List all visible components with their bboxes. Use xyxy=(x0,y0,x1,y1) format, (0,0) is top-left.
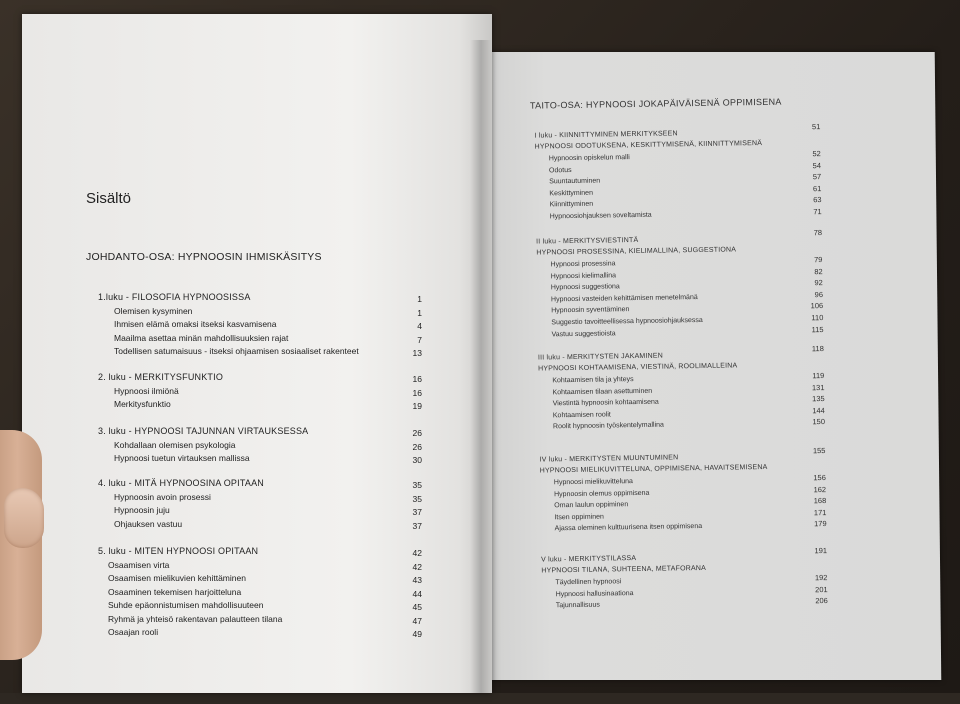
toc-entry: Keskittyminen xyxy=(549,189,593,198)
toc-entry: Todellisen satumaisuus - itseksi ohjaamisen sosiaaliset rakenteet xyxy=(114,346,359,356)
page-number: 45 xyxy=(412,602,422,612)
toc-entry: Itsen oppiminen xyxy=(554,513,604,522)
chapter-subtitle: HYPNOOSI KOHTAAMISENA, VIESTINÄ, ROOLIMALLEINA xyxy=(538,362,738,373)
toc-entry: Kiinnittyminen xyxy=(549,201,594,209)
chapter-title: I luku - KIINNITTYMINEN MERKITYKSEEN xyxy=(534,130,678,140)
section-title: TAITO-OSA: HYPNOOSI JOKAPÄIVÄISENÄ OPPIMISENA xyxy=(529,96,782,111)
page-number: 71 xyxy=(813,207,822,217)
toc-entry: Kohdallaan olemisen psykologia xyxy=(114,439,236,450)
toc-entry: Suggestio tavoitteellisessa hypnoosiohjauksessa xyxy=(551,316,703,327)
page-number: 57 xyxy=(812,172,822,182)
page-number: 191 xyxy=(814,546,828,556)
toc-entry: Suuntautuminen xyxy=(549,177,601,186)
toc-entry: Vastuu suggestioista xyxy=(551,329,616,338)
page-number: 155 xyxy=(812,446,826,456)
toc-entry: Hypnoosin opiskelun malli xyxy=(548,154,630,163)
chapter-title: IV luku - MERKITYSTEN MUUNTUMINEN xyxy=(539,454,679,464)
page-number: 35 xyxy=(412,480,422,490)
page-number: 201 xyxy=(815,584,828,594)
page-number: 118 xyxy=(811,344,824,354)
toc-entry: Suhde epäonnistumisen mahdollisuuteen xyxy=(108,600,264,610)
toc-entry: Odotus xyxy=(548,166,572,174)
page-number: 16 xyxy=(412,387,422,398)
toc-entry: Olemisen kysyminen xyxy=(114,305,193,316)
page-number: 115 xyxy=(811,324,824,334)
toc-entry: Ryhmä ja yhteisö rakentavan palautteen tilana xyxy=(108,613,283,624)
toc-entry: Hypnoosi ilmiönä xyxy=(114,385,179,396)
chapter-title: 5. luku - MITEN HYPNOOSI OPITAAN xyxy=(98,546,259,556)
page-number: 119 xyxy=(812,371,825,381)
page-number: 79 xyxy=(814,255,823,265)
toc-entry: Hypnoosi suggestiona xyxy=(550,283,620,292)
chapter-title: V luku - MERKITYSTILASSA xyxy=(541,555,637,564)
toc-entry: Ajassa oleminen kulttuurisena itsen oppimisena xyxy=(554,523,703,533)
toc-entry: Hypnoosi vasteiden kehittämisen menetelmänä xyxy=(550,293,698,304)
chapter-subtitle: HYPNOOSI ODOTUKSENA, KESKITTYMISENÄ, KIINNITTYMISENÄ xyxy=(534,139,763,151)
chapter-title: 2. luku - MERKITYSFUNKTIO xyxy=(98,372,224,382)
page-number: 19 xyxy=(412,401,422,411)
page-number: 171 xyxy=(813,507,827,518)
page-number: 110 xyxy=(811,313,824,323)
page-number: 106 xyxy=(810,301,824,311)
chapter-subtitle: HYPNOOSI TILANA, SUHTEENA, METAFORANA xyxy=(541,564,707,575)
toc-entry: Osaamisen mielikuvien kehittäminen xyxy=(108,573,246,583)
page-number: 49 xyxy=(412,629,422,639)
toc-entry: Osaaminen tekemisen harjoitteluna xyxy=(108,586,242,597)
chapter-title: III luku - MERKITYSTEN JAKAMINEN xyxy=(537,352,664,362)
toc-entry: Hypnoosi tuetun virtauksen mallissa xyxy=(114,453,250,463)
chapter-subtitle: HYPNOOSI MIELIKUVITTELUNA, OPPIMISENA, HAVAITSEMISENA xyxy=(539,463,768,475)
chapter-title: 4. luku - MITÄ HYPNOOSINA OPITAAN xyxy=(98,478,264,488)
page-number: 162 xyxy=(813,484,827,494)
page-number: 1 xyxy=(417,307,422,318)
toc-entry: Kohtaamisen roolit xyxy=(552,411,611,420)
toc-entry: Ihmisen elämä omaksi itseksi kasvamisena xyxy=(114,319,277,329)
page-number: 78 xyxy=(813,228,823,238)
page-number: 150 xyxy=(812,417,826,427)
page-number: 7 xyxy=(417,334,422,345)
toc-entry: Hypnoosiohjauksen soveltamista xyxy=(549,211,652,221)
toc-entry: Hypnoosi mielikuvitteluna xyxy=(553,478,633,487)
toc-entry: Osaamisen virta xyxy=(108,559,170,570)
page-number: 1 xyxy=(417,294,422,304)
page-number: 16 xyxy=(412,374,422,384)
toc-entry: Hypnoosi hallusinaationa xyxy=(555,589,634,598)
section-title: JOHDANTO-OSA: HYPNOOSIN IHMISKÄSITYS xyxy=(86,251,322,263)
page-number: 179 xyxy=(814,519,827,529)
page-number: 192 xyxy=(814,573,828,583)
page-number: 144 xyxy=(812,405,825,416)
page-number: 43 xyxy=(412,575,422,585)
toc-entry: Viestintä hypnoosin kohtaamisena xyxy=(552,398,659,408)
toc-entry: Ohjauksen vastuu xyxy=(114,518,183,529)
page-number: 82 xyxy=(814,266,823,276)
page-number: 44 xyxy=(412,588,422,599)
page-number: 156 xyxy=(813,473,826,483)
toc-entry: Kohtaamisen tila ja yhteys xyxy=(552,376,634,385)
page-number: 26 xyxy=(412,441,422,452)
page-number: 47 xyxy=(412,615,422,626)
toc-entry: Hypnoosi kielimallina xyxy=(550,271,617,280)
page-number: 37 xyxy=(412,520,422,531)
page-number: 131 xyxy=(811,382,825,392)
chapter-title: 3. luku - HYPNOOSI TAJUNNAN VIRTAUKSESSA xyxy=(98,426,309,436)
page-number: 26 xyxy=(412,428,422,438)
toc-entry: Hypnoosin syventäminen xyxy=(551,306,630,315)
page-number: 35 xyxy=(412,493,422,504)
page-number: 63 xyxy=(813,195,822,205)
toc-entry: Kohtaamisen tilaan asettuminen xyxy=(552,387,653,396)
page-number: 51 xyxy=(811,122,821,132)
toc-entry: Osaajan rooli xyxy=(108,627,159,637)
page-number: 135 xyxy=(812,394,825,404)
toc-entry: Hypnoosin avoin prosessi xyxy=(114,491,211,502)
chapter-title: 1.luku - FILOSOFIA HYPNOOSISSA xyxy=(98,292,251,302)
page-number: 37 xyxy=(412,507,422,517)
page-number: 168 xyxy=(813,496,827,506)
toc-entry: Hypnoosin olemus oppimisena xyxy=(554,489,650,498)
toc-entry: Hypnoosin juju xyxy=(114,505,170,515)
page-number: 54 xyxy=(812,160,822,170)
page-number: 206 xyxy=(815,596,828,606)
chapter-subtitle: HYPNOOSI PROSESSINA, KIELIMALLINA, SUGGESTIONA xyxy=(536,246,737,257)
toc-entry: Täydellinen hypnoosi xyxy=(555,578,622,587)
page-number: 42 xyxy=(412,561,422,572)
page-number: 42 xyxy=(412,548,422,558)
page-number: 4 xyxy=(417,321,422,331)
page-title: Sisältö xyxy=(86,190,132,207)
toc-entry: Oman laulun oppiminen xyxy=(554,501,629,510)
toc-entry: Tajunnallisuus xyxy=(555,601,600,610)
toc-entry: Hypnoosi prosessina xyxy=(550,260,616,269)
toc-entry: Maailma asettaa minän mahdollisuuksien rajat xyxy=(114,332,289,343)
page-number: 13 xyxy=(412,348,422,358)
page-number: 52 xyxy=(812,149,821,159)
chapter-title: II luku - MERKITYSVIESTINTÄ xyxy=(536,236,639,246)
page-number: 61 xyxy=(812,183,822,194)
page-number: 30 xyxy=(412,455,422,465)
toc-entry: Merkitysfunktio xyxy=(114,399,171,409)
page-number: 92 xyxy=(814,278,823,288)
toc-entry: Roolit hypnoosin työskentelymallina xyxy=(552,421,664,431)
page-number: 96 xyxy=(814,289,824,299)
